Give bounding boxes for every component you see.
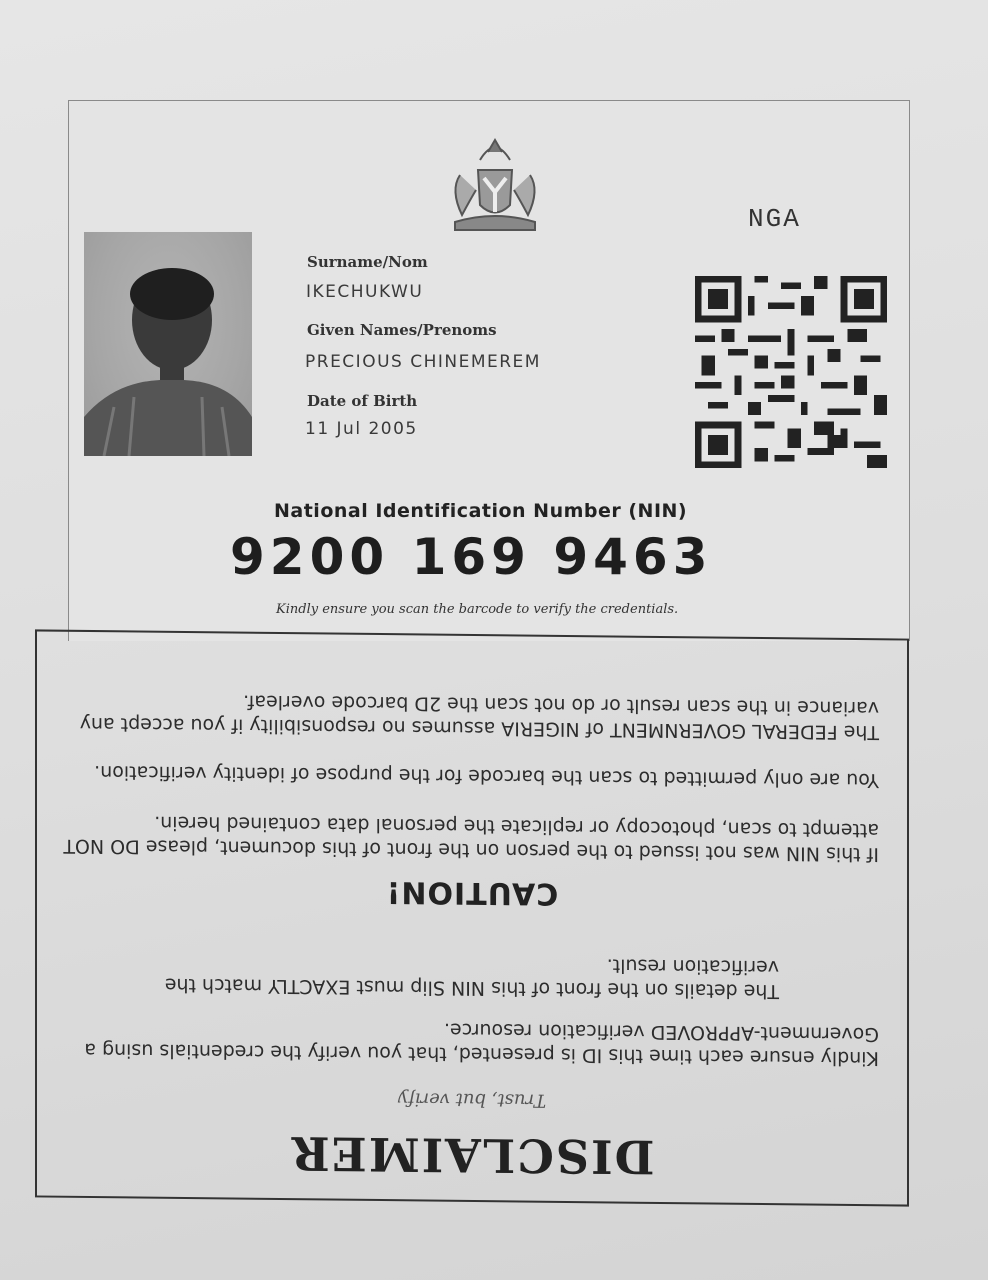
- disclaimer-title: DISCLAIMER: [289, 1126, 655, 1184]
- disclaimer-para-responsibility: The FEDERAL GOVERNMENT of NIGERIA assumes no responsibility if you accept any variance in the scan result or do not scan the 2D barcode overleaf.: [79, 690, 879, 744]
- coat-of-arms-icon: [440, 130, 550, 240]
- disclaimer-para-not-issued: If this NIN was not issued to the person on the front of this document, please DO NOT attempt to scan, photocopy or replicate the personal data contained herein.: [63, 811, 879, 866]
- given-names-label: Given Names/Prenoms: [307, 321, 497, 339]
- dob-value: 11 Jul 2005: [305, 419, 418, 439]
- nin-number: 9200 169 9463: [230, 528, 713, 586]
- disclaimer-motto: Trust, but verify: [397, 1088, 547, 1111]
- nin-label: National Identification Number (NIN): [274, 500, 688, 522]
- disclaimer-section: [35, 629, 909, 1206]
- dob-label: Date of Birth: [307, 392, 418, 410]
- given-names-value: PRECIOUS CHINEMEREM: [305, 352, 541, 372]
- country-code: NGA: [748, 204, 801, 234]
- qr-code-icon: [695, 272, 887, 472]
- disclaimer-para-verify: Kindly ensure each time this ID is presented, that you verify the credentials using a Government-APPROVED verification resource.: [84, 1018, 879, 1070]
- surname-value: IKECHUKWU: [306, 282, 424, 302]
- surname-label: Surname/Nom: [307, 253, 428, 271]
- disclaimer-para-permitted: You are only permitted to scan the barcode for the purpose of identity verification.: [94, 761, 879, 792]
- caution-heading: CAUTION!: [385, 874, 559, 911]
- scan-note: Kindly ensure you scan the barcode to verify the credentials.: [276, 602, 679, 617]
- holder-photo: [84, 232, 252, 456]
- disclaimer-para-match: The details on the front of this NIN Slip must EXACTLY match the verification result.: [164, 954, 779, 1003]
